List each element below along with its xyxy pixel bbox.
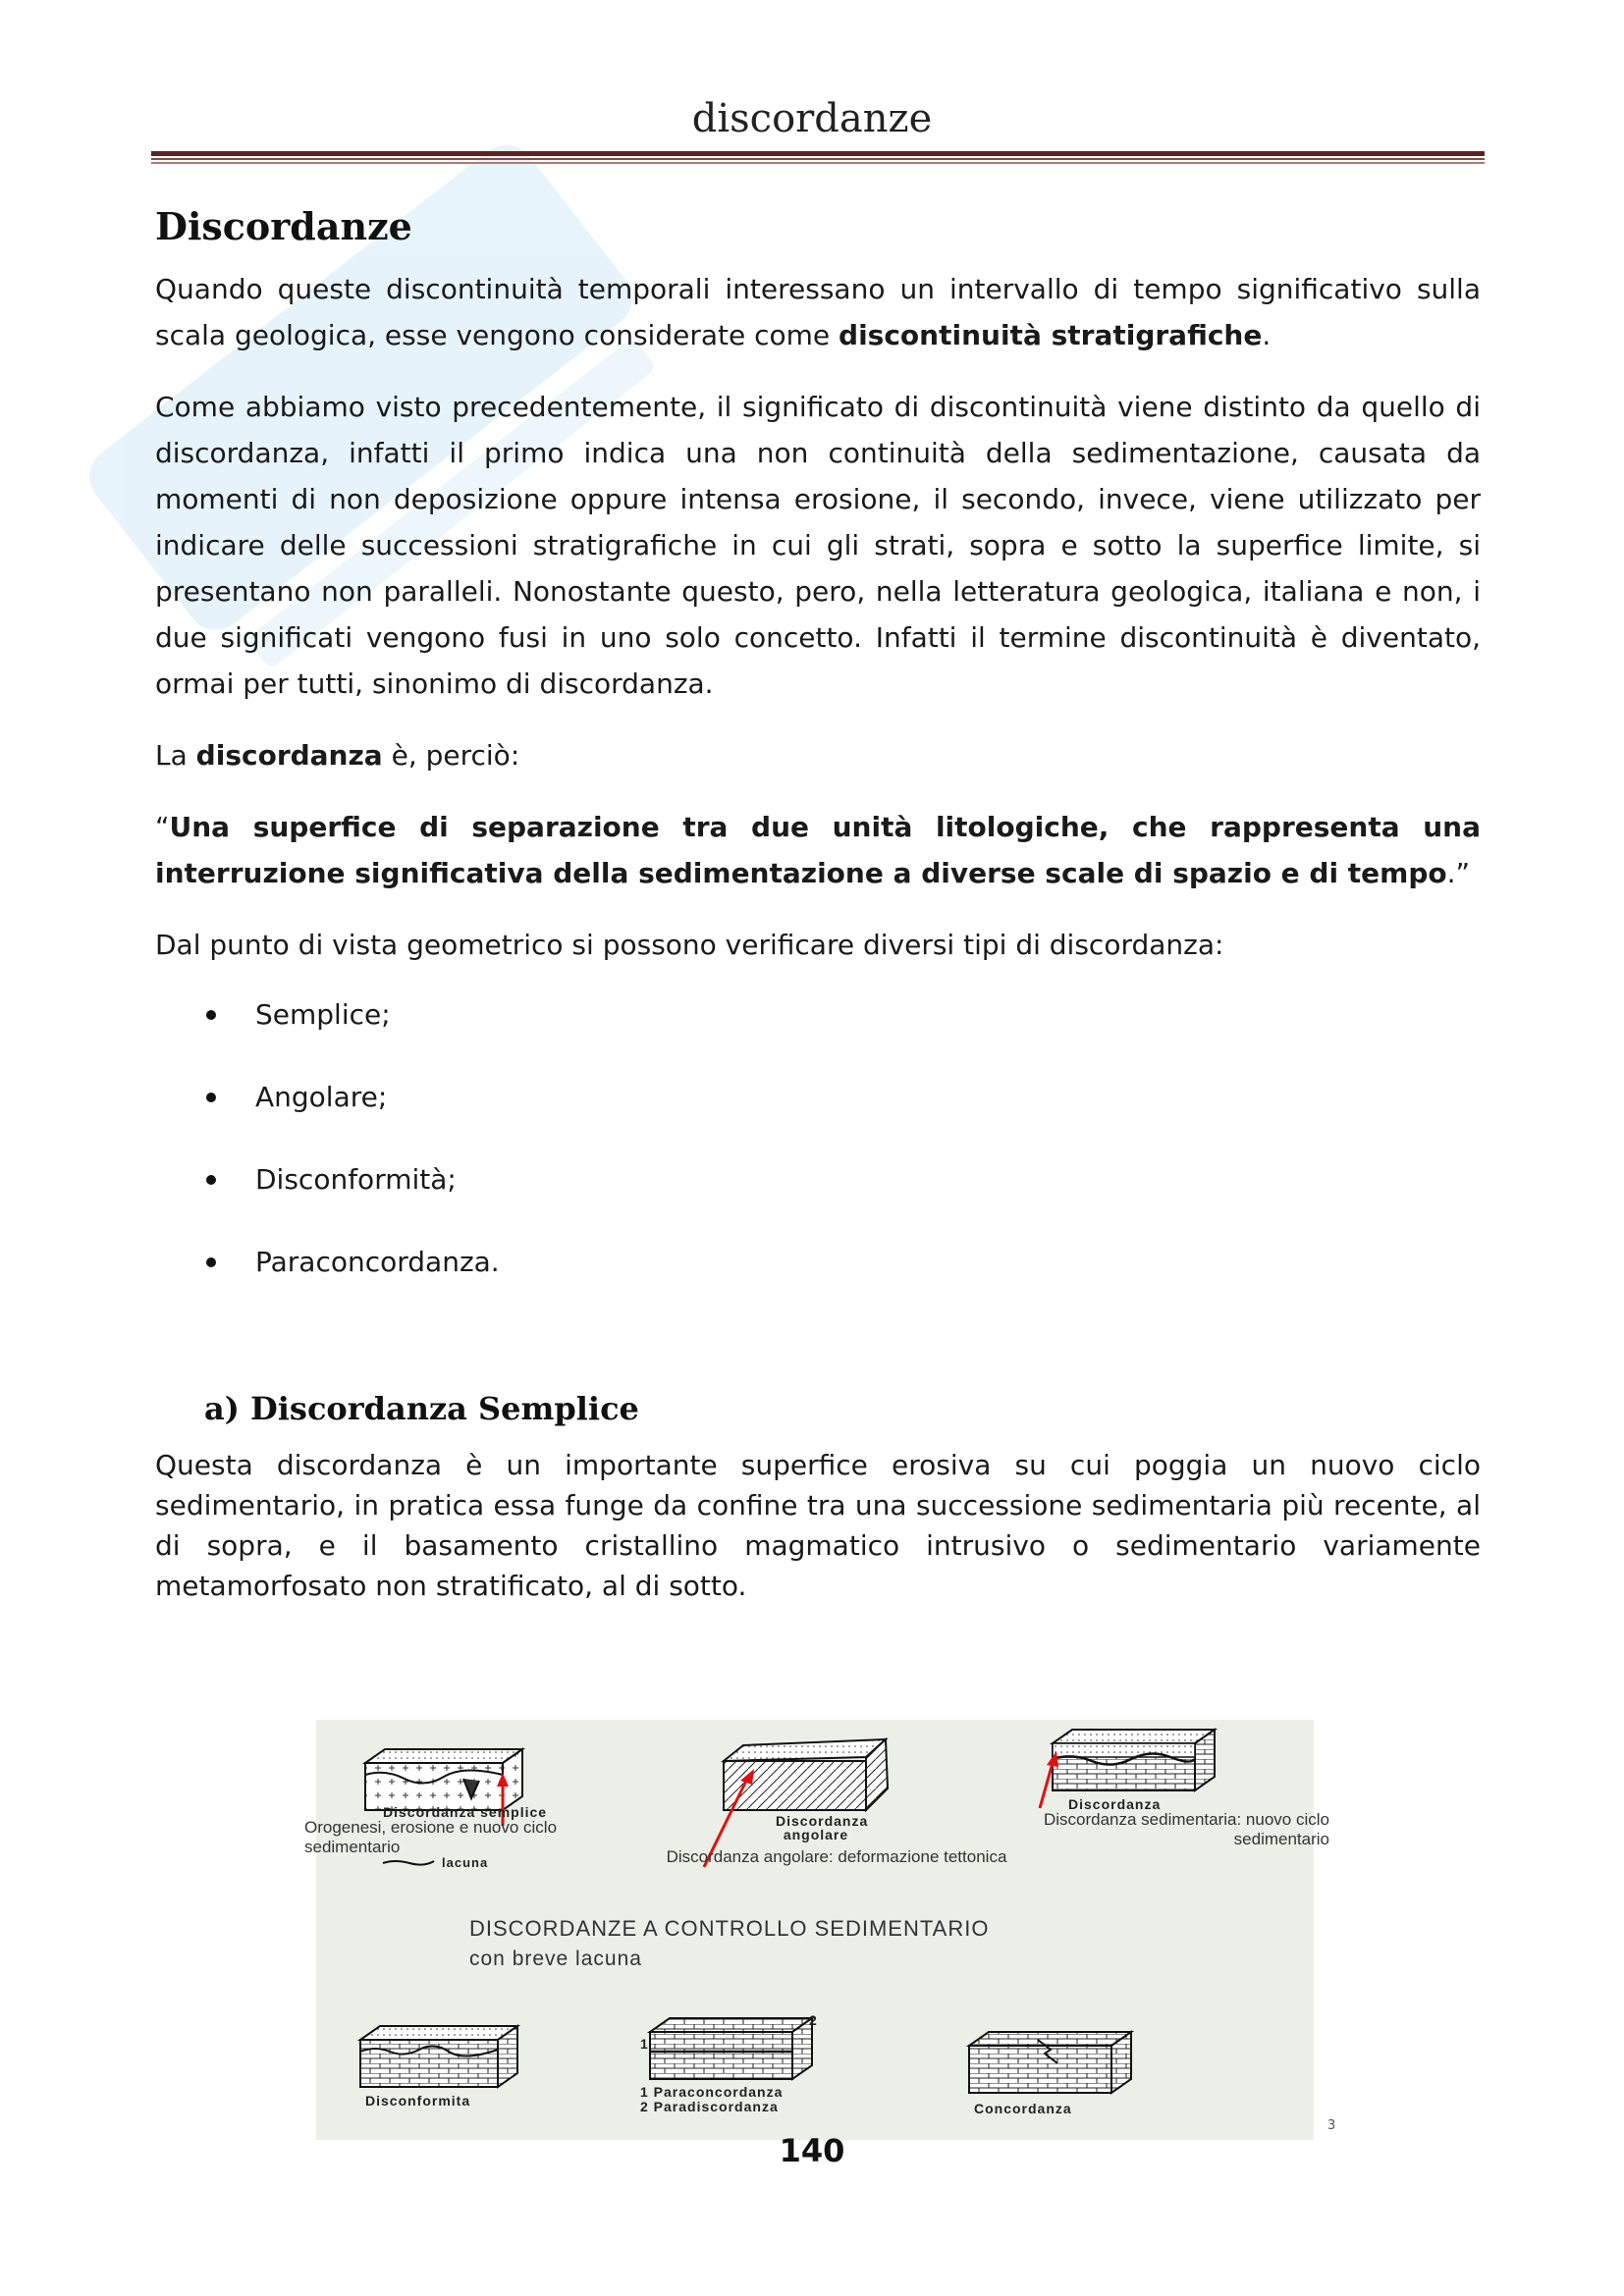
main-content <box>155 204 1481 1631</box>
list-item: Angolare; <box>155 1056 1481 1139</box>
intro-paragraph: Quando queste discontinuità temporali interessano un intervallo di tempo significativo sulla scala geologica, esse vengono considerate come discontinuità stratigrafiche. <box>155 273 1481 351</box>
subsection-paragraph: Questa discordanza è un importante superfice erosiva su cui poggia un nuovo ciclo sedimentario, in pratica essa funge da confine tra una successione sedimentaria più recente, al di sopra, e il basamento cristallino magmatico intrusivo o sedimentario variamente metamorfosato non stratificato, al di sotto. <box>155 1449 1481 1602</box>
section-title: Discordanze <box>155 204 412 248</box>
label-angolare: Discordanza angolare <box>776 1813 869 1842</box>
unconformity-figure <box>304 1720 1329 2140</box>
block-sedimentaria <box>1053 1730 1215 1790</box>
label-sedimentaria: Discordanza <box>1068 1796 1162 1812</box>
definition-quote: “Una superfice di separazione tra due unità litologiche, che rappresenta una interruzione significativa della sedimentazione a diverse scale di spazio e di tempo.” <box>155 811 1481 889</box>
bullet-icon <box>206 1010 216 1020</box>
bullet-icon <box>206 1093 216 1102</box>
block-disconformita <box>360 2026 517 2087</box>
page-number: 140 <box>779 2132 845 2169</box>
label-disconformita: Disconformita <box>365 2093 471 2109</box>
types-intro: Dal punto di vista geometrico si possono verificare diversi tipi di discordanza: <box>155 929 1224 961</box>
label-semplice: Discordanza semplice <box>383 1804 548 1820</box>
list-item: Semplice; <box>155 974 1481 1056</box>
list-item: Paraconcordanza. <box>155 1221 1481 1304</box>
header-rule <box>151 151 1485 165</box>
caption-semplice: Orogenesi, erosione e nuovo ciclo sedimentario <box>304 1818 558 1856</box>
label-para: 1 Paraconcordanza 2 Paradiscordanza <box>640 2084 784 2114</box>
explanation-paragraph: Come abbiamo visto precedentemente, il significato di discontinuità viene distinto da quello di discordanza, infatti il primo indica una non continuità della sedimentazione, causata da momenti di non deposizione oppure intensa erosione, il secondo, invece, viene utilizzato per indicare delle successioni stratigrafiche in cui gli strati, sopra e sotto la superfice limite, si presentano non paralleli. Nonostante questo, pero, nella letteratura geologica, italiana e non, i due significati vengono fusi in uno solo concetto. Infatti il termine discontinuità è diventato, ormai per tutti, sinonimo di discordanza. <box>155 391 1481 700</box>
caption-angolare: Discordanza angolare: deformazione tettonica <box>666 1847 1007 1866</box>
bullet-icon <box>206 1257 216 1267</box>
list-item: Disconformità; <box>155 1139 1481 1221</box>
bullet-icon <box>206 1175 216 1185</box>
block-semplice <box>365 1749 522 1810</box>
types-list <box>155 974 1481 1304</box>
figure-reference: 3 <box>1327 2118 1336 2133</box>
label-lacuna: lacuna <box>442 1855 489 1870</box>
label-number-2: 2 <box>809 2012 818 2028</box>
header-title: discordanze <box>691 96 933 141</box>
block-paraconcordanza <box>650 2018 812 2079</box>
label-number-1: 1 <box>640 2036 649 2052</box>
block-concordanza <box>969 2032 1131 2093</box>
caption-sedimentaria: Discordanza sedimentaria: nuovo ciclo sedimentario <box>1043 1810 1329 1848</box>
figure-subheading: con breve lacuna <box>469 1948 642 1970</box>
subsection-title: a) Discordanza Semplice <box>204 1390 639 1427</box>
figure-heading: DISCORDANZE A CONTROLLO SEDIMENTARIO <box>469 1916 990 1941</box>
definition-intro: La discordanza è, perciò: <box>155 739 520 772</box>
label-concordanza: Concordanza <box>974 2101 1072 2116</box>
